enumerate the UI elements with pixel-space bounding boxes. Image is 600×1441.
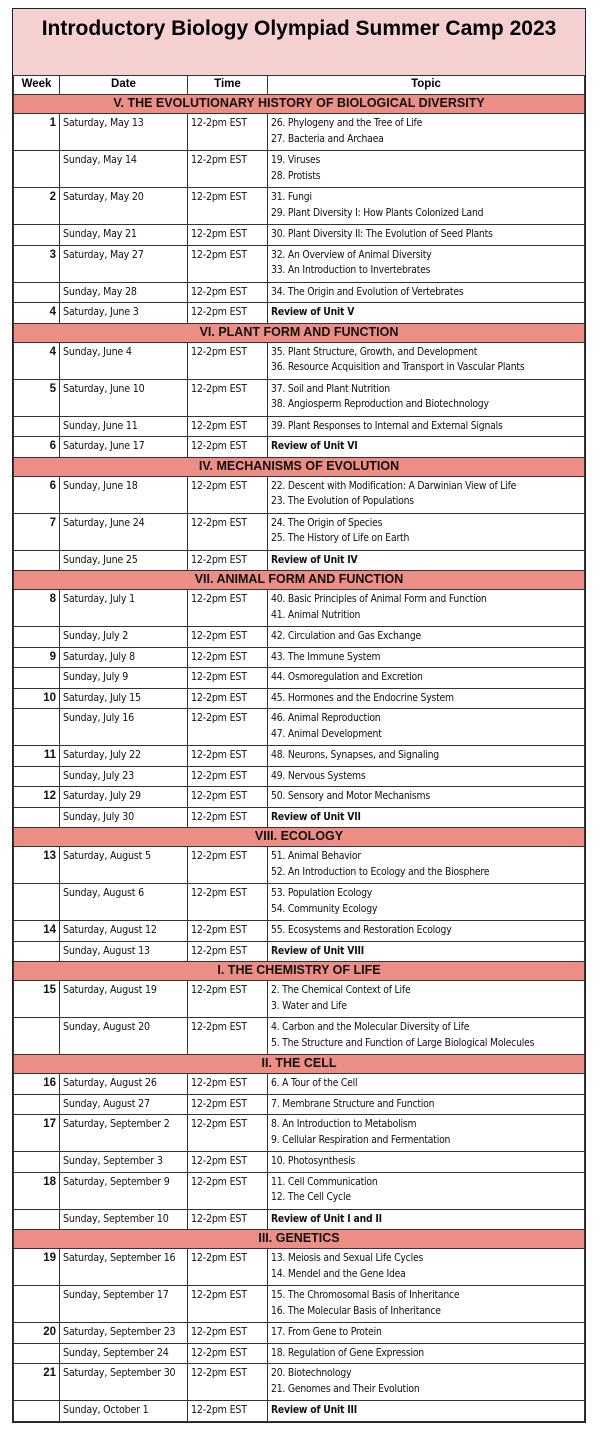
topic-line: 7. Membrane Structure and Function (271, 1097, 435, 1110)
date-cell: Sunday, May 14 (60, 151, 188, 188)
date-cell: Sunday, June 18 (60, 476, 188, 513)
date-cell: Sunday, May 28 (60, 282, 188, 303)
topic-cell (268, 1209, 585, 1230)
topic-cell (268, 1364, 585, 1401)
week-cell: 12 (14, 787, 60, 808)
topic-cell (268, 379, 585, 416)
table-row (14, 151, 585, 188)
time-cell: 12-2pm EST (188, 151, 268, 188)
topic-cell (268, 303, 585, 324)
time-cell: 12-2pm EST (188, 303, 268, 324)
header-week: Week (14, 76, 60, 95)
topic-line: 29. Plant Diversity I: How Plants Colonized Land (271, 206, 484, 219)
topic-line: 23. The Evolution of Populations (271, 495, 414, 507)
time-cell: 12-2pm EST (188, 476, 268, 513)
topic-line: 11. Cell Communication (271, 1175, 378, 1188)
topic-line: 51. Animal Behavior (271, 850, 361, 862)
week-cell: 10 (14, 688, 60, 709)
date-cell: Saturday, July 8 (60, 647, 188, 668)
date-cell: Sunday, July 2 (60, 627, 188, 648)
time-cell: 12-2pm EST (188, 1343, 268, 1364)
week-cell: 21 (14, 1364, 60, 1401)
time-cell: 12-2pm EST (188, 1172, 268, 1209)
week-cell (14, 709, 60, 746)
time-cell: 12-2pm EST (188, 282, 268, 303)
time-cell: 12-2pm EST (188, 1209, 268, 1230)
topic-cell (268, 1401, 585, 1422)
topic-cell (268, 1115, 585, 1152)
topic-line: 32. An Overview of Animal Diversity (271, 248, 432, 261)
table-row (14, 647, 585, 668)
topic-line: 22. Descent with Modification: A Darwinian View of Life (271, 479, 517, 492)
week-cell: 16 (14, 1074, 60, 1095)
topic-cell (268, 941, 585, 962)
table-row (14, 513, 585, 550)
date-cell: Sunday, August 13 (60, 941, 188, 962)
topic-cell (268, 884, 585, 921)
table-row (14, 746, 585, 767)
week-cell: 3 (14, 245, 60, 282)
section-header-row (14, 571, 585, 590)
topic-cell (268, 1249, 585, 1286)
week-cell: 1 (14, 114, 60, 151)
table-row (14, 282, 585, 303)
week-cell (14, 1209, 60, 1230)
date-cell: Sunday, August 6 (60, 884, 188, 921)
table-row (14, 188, 585, 225)
header-row (14, 76, 585, 95)
topic-line: 25. The History of Life on Earth (271, 532, 410, 544)
topic-cell (268, 342, 585, 379)
topic-cell (268, 1343, 585, 1364)
week-cell (14, 1152, 60, 1173)
topic-cell (268, 282, 585, 303)
time-cell: 12-2pm EST (188, 114, 268, 151)
topic-cell (268, 476, 585, 513)
topic-line: 10. Photosynthesis (271, 1155, 356, 1167)
date-cell: Saturday, September 9 (60, 1172, 188, 1209)
time-cell: 12-2pm EST (188, 550, 268, 571)
table-row (14, 688, 585, 709)
time-cell: 12-2pm EST (188, 379, 268, 416)
topic-cell (268, 416, 585, 437)
table-row (14, 1074, 585, 1095)
section-title: III. GENETICS (14, 1230, 585, 1249)
time-cell: 12-2pm EST (188, 342, 268, 379)
time-cell: 12-2pm EST (188, 1249, 268, 1286)
table-row (14, 245, 585, 282)
table-row (14, 1249, 585, 1286)
section-header-row (14, 962, 585, 981)
topic-cell (268, 1323, 585, 1344)
topic-line: 43. The Immune System (271, 650, 381, 663)
date-cell: Saturday, July 22 (60, 746, 188, 767)
topic-line: 54. Community Ecology (271, 902, 378, 915)
table-row (14, 981, 585, 1018)
table-row (14, 1209, 585, 1230)
time-cell: 12-2pm EST (188, 1074, 268, 1095)
time-cell: 12-2pm EST (188, 225, 268, 246)
date-cell: Saturday, July 1 (60, 590, 188, 627)
topic-line: 20. Biotechnology (271, 1367, 352, 1379)
week-cell (14, 884, 60, 921)
topic-line: 44. Osmoregulation and Excretion (271, 671, 423, 683)
topic-cell (268, 847, 585, 884)
topic-line: 13. Meiosis and Sexual Life Cycles (271, 1252, 424, 1264)
date-cell: Saturday, August 5 (60, 847, 188, 884)
topic-line: 37. Soil and Plant Nutrition (271, 382, 390, 395)
topic-line: 4. Carbon and the Molecular Diversity of Life (271, 1021, 470, 1033)
table-row (14, 590, 585, 627)
time-cell: 12-2pm EST (188, 941, 268, 962)
week-cell (14, 225, 60, 246)
section-title: IV. MECHANISMS OF EVOLUTION (14, 457, 585, 476)
topic-line: 47. Animal Development (271, 727, 382, 740)
table-row (14, 1172, 585, 1209)
date-cell: Saturday, July 29 (60, 787, 188, 808)
time-cell: 12-2pm EST (188, 1286, 268, 1323)
date-cell: Saturday, August 12 (60, 921, 188, 942)
topic-line: 21. Genomes and Their Evolution (271, 1382, 420, 1395)
section-header-row (14, 457, 585, 476)
week-cell (14, 766, 60, 787)
time-cell: 12-2pm EST (188, 245, 268, 282)
topic-line: 50. Sensory and Motor Mechanisms (271, 790, 430, 802)
date-cell: Saturday, August 19 (60, 981, 188, 1018)
week-cell: 6 (14, 437, 60, 458)
week-cell (14, 807, 60, 828)
date-cell: Sunday, September 17 (60, 1286, 188, 1323)
date-cell: Saturday, September 16 (60, 1249, 188, 1286)
table-row (14, 1364, 585, 1401)
date-cell: Saturday, September 2 (60, 1115, 188, 1152)
topic-line: 35. Plant Structure, Growth, and Development (271, 345, 478, 358)
topic-cell (268, 1094, 585, 1115)
topic-line: 41. Animal Nutrition (271, 608, 361, 621)
section-title: II. THE CELL (14, 1055, 585, 1074)
week-cell (14, 151, 60, 188)
time-cell: 12-2pm EST (188, 709, 268, 746)
time-cell: 12-2pm EST (188, 1401, 268, 1422)
time-cell: 12-2pm EST (188, 847, 268, 884)
table-row (14, 416, 585, 437)
date-cell: Sunday, September 24 (60, 1343, 188, 1364)
date-cell: Saturday, August 26 (60, 1074, 188, 1095)
date-cell: Sunday, July 16 (60, 709, 188, 746)
topic-cell (268, 437, 585, 458)
time-cell: 12-2pm EST (188, 437, 268, 458)
topic-line: 16. The Molecular Basis of Inheritance (271, 1304, 441, 1317)
time-cell: 12-2pm EST (188, 1152, 268, 1173)
topic-line: 55. Ecosystems and Restoration Ecology (271, 924, 452, 936)
date-cell: Saturday, June 17 (60, 437, 188, 458)
topic-cell (268, 746, 585, 767)
topic-cell (268, 1152, 585, 1173)
topic-line: 34. The Origin and Evolution of Vertebrates (271, 285, 464, 298)
date-cell: Saturday, May 13 (60, 114, 188, 151)
date-cell: Saturday, May 20 (60, 188, 188, 225)
time-cell: 12-2pm EST (188, 1364, 268, 1401)
date-cell: Sunday, June 25 (60, 550, 188, 571)
topic-cell (268, 709, 585, 746)
table-row (14, 114, 585, 151)
topic-cell (268, 668, 585, 689)
topic-line: 17. From Gene to Protein (271, 1326, 382, 1338)
week-cell (14, 1094, 60, 1115)
topic-cell (268, 1018, 585, 1055)
date-cell: Sunday, June 4 (60, 342, 188, 379)
table-row (14, 437, 585, 458)
review-label: Review of Unit V (271, 306, 355, 318)
week-cell: 2 (14, 188, 60, 225)
section-header-row (14, 1055, 585, 1074)
week-cell: 19 (14, 1249, 60, 1286)
review-label: Review of Unit VII (271, 810, 361, 823)
schedule-body (14, 95, 585, 1422)
date-cell: Sunday, July 9 (60, 668, 188, 689)
week-cell (14, 627, 60, 648)
topic-line: 31. Fungi (271, 191, 312, 203)
week-cell: 13 (14, 847, 60, 884)
date-cell: Saturday, September 23 (60, 1323, 188, 1344)
section-header-row (14, 1230, 585, 1249)
header-date: Date (60, 76, 188, 95)
topic-line: 42. Circulation and Gas Exchange (271, 630, 422, 642)
week-cell (14, 1401, 60, 1422)
week-cell: 4 (14, 303, 60, 324)
topic-cell (268, 114, 585, 151)
time-cell: 12-2pm EST (188, 590, 268, 627)
topic-line: 52. An Introduction to Ecology and the Biosphere (271, 865, 490, 878)
review-label: Review of Unit I and II (271, 1212, 382, 1225)
table-row (14, 225, 585, 246)
table-row (14, 1018, 585, 1055)
topic-line: 2. The Chemical Context of Life (271, 984, 411, 996)
table-row (14, 476, 585, 513)
page-title: Introductory Biology Olympiad Summer Camp 2023 (13, 9, 585, 75)
date-cell: Sunday, July 30 (60, 807, 188, 828)
table-row (14, 807, 585, 828)
review-label: Review of Unit IV (271, 553, 358, 566)
date-cell: Saturday, May 27 (60, 245, 188, 282)
topic-cell (268, 225, 585, 246)
date-cell: Sunday, June 11 (60, 416, 188, 437)
date-cell: Saturday, July 15 (60, 688, 188, 709)
table-row (14, 1115, 585, 1152)
topic-cell (268, 245, 585, 282)
table-row (14, 627, 585, 648)
week-cell: 14 (14, 921, 60, 942)
table-row (14, 709, 585, 746)
date-cell: Saturday, June 3 (60, 303, 188, 324)
week-cell: 6 (14, 476, 60, 513)
week-cell (14, 1343, 60, 1364)
table-row (14, 1094, 585, 1115)
topic-line: 14. Mendel and the Gene Idea (271, 1267, 406, 1280)
section-title: VII. ANIMAL FORM AND FUNCTION (14, 571, 585, 590)
topic-cell (268, 151, 585, 188)
header-time: Time (188, 76, 268, 95)
time-cell: 12-2pm EST (188, 188, 268, 225)
table-row (14, 1152, 585, 1173)
week-cell: 18 (14, 1172, 60, 1209)
date-cell: Sunday, October 1 (60, 1401, 188, 1422)
topic-cell (268, 766, 585, 787)
date-cell: Saturday, June 10 (60, 379, 188, 416)
week-cell (14, 941, 60, 962)
topic-line: 15. The Chromosomal Basis of Inheritance (271, 1289, 460, 1301)
topic-line: 38. Angiosperm Reproduction and Biotechnology (271, 398, 489, 410)
table-row (14, 1343, 585, 1364)
date-cell: Sunday, July 23 (60, 766, 188, 787)
table-row (14, 921, 585, 942)
review-label: Review of Unit VIII (271, 944, 364, 957)
topic-line: 8. An Introduction to Metabolism (271, 1118, 417, 1130)
table-row (14, 550, 585, 571)
topic-line: 26. Phylogeny and the Tree of Life (271, 117, 423, 129)
week-cell (14, 668, 60, 689)
week-cell (14, 550, 60, 571)
week-cell: 20 (14, 1323, 60, 1344)
topic-cell (268, 1172, 585, 1209)
topic-line: 39. Plant Responses to Internal and External Signals (271, 419, 503, 432)
topic-line: 12. The Cell Cycle (271, 1191, 351, 1203)
time-cell: 12-2pm EST (188, 1323, 268, 1344)
topic-line: 18. Regulation of Gene Expression (271, 1346, 424, 1359)
date-cell: Saturday, September 30 (60, 1364, 188, 1401)
time-cell: 12-2pm EST (188, 1018, 268, 1055)
section-title: VIII. ECOLOGY (14, 828, 585, 847)
time-cell: 12-2pm EST (188, 1115, 268, 1152)
topic-cell (268, 1074, 585, 1095)
table-row (14, 884, 585, 921)
date-cell: Sunday, August 27 (60, 1094, 188, 1115)
topic-line: 36. Resource Acquisition and Transport in Vascular Plants (271, 361, 525, 373)
time-cell: 12-2pm EST (188, 807, 268, 828)
time-cell: 12-2pm EST (188, 688, 268, 709)
time-cell: 12-2pm EST (188, 766, 268, 787)
time-cell: 12-2pm EST (188, 981, 268, 1018)
topic-line: 27. Bacteria and Archaea (271, 132, 384, 145)
table-row (14, 766, 585, 787)
topic-cell (268, 647, 585, 668)
topic-line: 19. Viruses (271, 154, 321, 166)
week-cell: 7 (14, 513, 60, 550)
table-row (14, 1401, 585, 1422)
section-header-row (14, 828, 585, 847)
topic-line: 53. Population Ecology (271, 887, 373, 899)
topic-line: 46. Animal Reproduction (271, 712, 381, 724)
topic-cell (268, 787, 585, 808)
week-cell (14, 1018, 60, 1055)
date-cell: Sunday, September 3 (60, 1152, 188, 1173)
week-cell: 8 (14, 590, 60, 627)
week-cell (14, 282, 60, 303)
topic-line: 33. An Introduction to Invertebrates (271, 264, 431, 276)
topic-cell (268, 513, 585, 550)
review-label: Review of Unit VI (271, 440, 358, 452)
date-cell: Saturday, June 24 (60, 513, 188, 550)
week-cell: 15 (14, 981, 60, 1018)
table-row (14, 941, 585, 962)
topic-cell (268, 550, 585, 571)
time-cell: 12-2pm EST (188, 1094, 268, 1115)
table-row (14, 668, 585, 689)
table-row (14, 342, 585, 379)
topic-line: 49. Nervous Systems (271, 769, 366, 782)
date-cell: Sunday, May 21 (60, 225, 188, 246)
time-cell: 12-2pm EST (188, 884, 268, 921)
time-cell: 12-2pm EST (188, 787, 268, 808)
topic-line: 30. Plant Diversity II: The Evolution of Seed Plants (271, 228, 493, 240)
time-cell: 12-2pm EST (188, 921, 268, 942)
table-row (14, 847, 585, 884)
topic-line: 9. Cellular Respiration and Fermentation (271, 1133, 451, 1146)
topic-cell (268, 981, 585, 1018)
week-cell (14, 416, 60, 437)
date-cell: Sunday, August 20 (60, 1018, 188, 1055)
time-cell: 12-2pm EST (188, 627, 268, 648)
section-title: V. THE EVOLUTIONARY HISTORY OF BIOLOGICAL DIVERSITY (14, 95, 585, 114)
topic-cell (268, 921, 585, 942)
date-cell: Sunday, September 10 (60, 1209, 188, 1230)
topic-line: 40. Basic Principles of Animal Form and Function (271, 593, 487, 605)
topic-line: 5. The Structure and Function of Large Biological Molecules (271, 1036, 535, 1049)
review-label: Review of Unit III (271, 1404, 357, 1416)
time-cell: 12-2pm EST (188, 513, 268, 550)
topic-cell (268, 590, 585, 627)
topic-line: 28. Protists (271, 169, 321, 182)
time-cell: 12-2pm EST (188, 746, 268, 767)
week-cell: 9 (14, 647, 60, 668)
header-topic: Topic (268, 76, 585, 95)
time-cell: 12-2pm EST (188, 668, 268, 689)
section-title: I. THE CHEMISTRY OF LIFE (14, 962, 585, 981)
week-cell: 11 (14, 746, 60, 767)
week-cell (14, 1286, 60, 1323)
time-cell: 12-2pm EST (188, 647, 268, 668)
topic-line: 48. Neurons, Synapses, and Signaling (271, 749, 439, 761)
topic-line: 6. A Tour of the Cell (271, 1077, 358, 1089)
week-cell: 17 (14, 1115, 60, 1152)
section-title: VI. PLANT FORM AND FUNCTION (14, 323, 585, 342)
section-header-row (14, 323, 585, 342)
table-row (14, 1323, 585, 1344)
topic-cell (268, 188, 585, 225)
topic-cell (268, 627, 585, 648)
table-row (14, 303, 585, 324)
table-row (14, 1286, 585, 1323)
topic-cell (268, 807, 585, 828)
topic-cell (268, 1286, 585, 1323)
topic-line: 24. The Origin of Species (271, 516, 383, 529)
schedule-table (13, 75, 585, 1422)
table-row (14, 787, 585, 808)
section-header-row (14, 95, 585, 114)
week-cell: 5 (14, 379, 60, 416)
topic-line: 3. Water and Life (271, 999, 347, 1012)
week-cell: 4 (14, 342, 60, 379)
topic-cell (268, 688, 585, 709)
topic-line: 45. Hormones and the Endocrine System (271, 691, 454, 704)
table-row (14, 379, 585, 416)
schedule-sheet (12, 8, 586, 1423)
time-cell: 12-2pm EST (188, 416, 268, 437)
